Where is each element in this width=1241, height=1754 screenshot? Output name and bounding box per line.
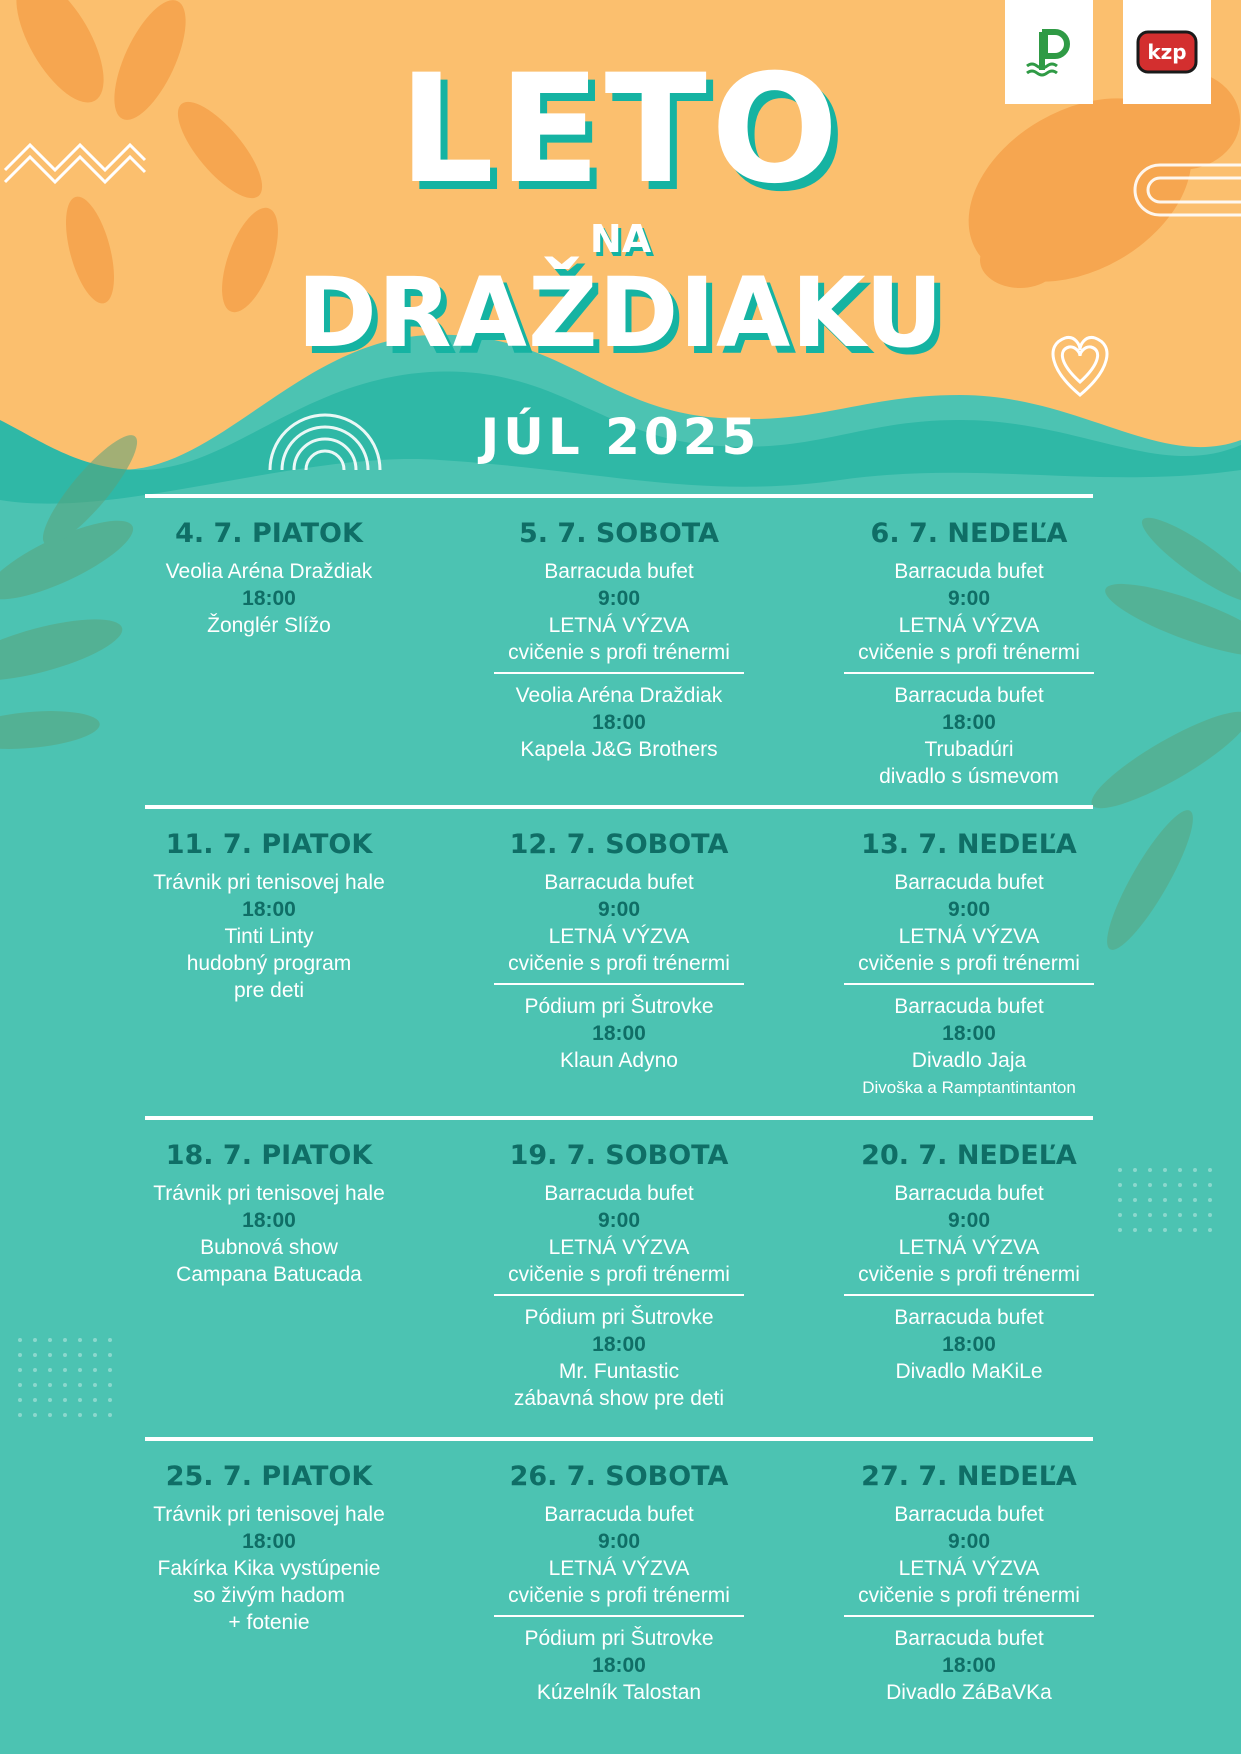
day-column-saturday <box>459 829 779 1074</box>
event-separator <box>844 1615 1094 1617</box>
day-column-friday <box>109 1461 429 1636</box>
day-heading: 19. 7. SOBOTA <box>509 1140 729 1171</box>
event-text: Barracuda bufet <box>544 1503 694 1526</box>
event-time: 18:00 <box>592 1022 646 1045</box>
day-column-sunday <box>809 1140 1129 1385</box>
event-time: 18:00 <box>242 1530 296 1553</box>
event-text: divadlo s úsmevom <box>879 765 1059 788</box>
event-block <box>809 993 1129 1101</box>
event-text: zábavná show pre deti <box>513 1387 725 1410</box>
event-time: 9:00 <box>947 1530 991 1553</box>
event-text: Barracuda bufet <box>894 560 1044 583</box>
event-text: + fotenie <box>228 1611 310 1634</box>
day-heading: 5. 7. SOBOTA <box>518 518 720 549</box>
event-text: Fakírka Kika vystúpenie <box>157 1557 381 1580</box>
event-time: 18:00 <box>942 1022 996 1045</box>
event-text: Barracuda bufet <box>894 684 1044 707</box>
event-time: 18:00 <box>242 1209 296 1232</box>
event-block <box>459 1304 779 1412</box>
event-text: Trávnik pri tenisovej hale <box>153 871 385 894</box>
day-heading: 4. 7. PIATOK <box>175 518 363 549</box>
event-time: 18:00 <box>942 711 996 734</box>
event-text: cvičenie s profi trénermi <box>858 1584 1080 1607</box>
event-separator <box>494 672 744 674</box>
event-separator <box>494 1615 744 1617</box>
day-column-saturday <box>459 518 779 763</box>
week-divider <box>145 494 1093 498</box>
day-column-sunday <box>809 1461 1129 1706</box>
event-time: 9:00 <box>597 1530 641 1553</box>
event-time: 18:00 <box>942 1333 996 1356</box>
day-heading: 27. 7. NEDEĽA <box>861 1461 1077 1492</box>
event-text: LETNÁ VÝZVA <box>898 1557 1040 1580</box>
event-text: Kapela J&G Brothers <box>520 738 718 761</box>
week-divider <box>145 1437 1093 1441</box>
event-text: Barracuda bufet <box>894 871 1044 894</box>
event-block <box>809 558 1129 666</box>
event-block <box>459 869 779 977</box>
event-text: Barracuda bufet <box>894 1182 1044 1205</box>
event-block <box>809 1180 1129 1288</box>
event-text: Tinti Linty <box>224 925 314 948</box>
day-column-friday <box>109 829 429 1004</box>
event-text: Pódium pri Šutrovke <box>524 1627 714 1650</box>
event-text: cvičenie s profi trénermi <box>508 952 730 975</box>
event-text: cvičenie s profi trénermi <box>508 1584 730 1607</box>
month-heading: JÚL 2025 <box>480 408 761 466</box>
event-text: so živým hadom <box>193 1584 345 1607</box>
event-text: Žonglér Slížo <box>207 614 331 637</box>
day-heading: 26. 7. SOBOTA <box>509 1461 729 1492</box>
day-heading: 25. 7. PIATOK <box>165 1461 373 1492</box>
day-heading: 18. 7. PIATOK <box>165 1140 373 1171</box>
event-text: LETNÁ VÝZVA <box>898 925 1040 948</box>
event-separator <box>494 1294 744 1296</box>
event-text: Trávnik pri tenisovej hale <box>153 1503 385 1526</box>
event-text: LETNÁ VÝZVA <box>898 614 1040 637</box>
event-text: Pódium pri Šutrovke <box>524 1306 714 1329</box>
event-text: hudobný program <box>186 952 352 975</box>
event-block <box>459 1625 779 1706</box>
day-column-sunday <box>809 829 1129 1101</box>
event-block <box>459 558 779 666</box>
event-time: 9:00 <box>947 587 991 610</box>
event-text: cvičenie s profi trénermi <box>508 641 730 664</box>
day-column-saturday <box>459 1140 779 1412</box>
event-block <box>809 869 1129 977</box>
event-separator <box>494 983 744 985</box>
event-separator <box>844 672 1094 674</box>
event-text: Veolia Aréna Draždiak <box>165 560 373 583</box>
title-line-3: DRAŽDIAKU <box>297 257 944 369</box>
event-block <box>809 1501 1129 1609</box>
event-text: pre deti <box>233 979 305 1002</box>
event-time: 18:00 <box>942 1654 996 1677</box>
week-divider <box>145 1116 1093 1120</box>
event-text: Divoška a Ramptantintanton <box>862 1078 1076 1097</box>
day-heading: 13. 7. NEDEĽA <box>861 829 1077 860</box>
event-block <box>109 1180 429 1288</box>
event-text: LETNÁ VÝZVA <box>548 614 690 637</box>
event-block <box>109 869 429 1004</box>
event-text: LETNÁ VÝZVA <box>898 1236 1040 1259</box>
event-text: cvičenie s profi trénermi <box>858 952 1080 975</box>
event-time: 18:00 <box>592 1654 646 1677</box>
event-block <box>109 558 429 639</box>
day-column-friday <box>109 518 429 639</box>
event-time: 9:00 <box>597 1209 641 1232</box>
event-text: Barracuda bufet <box>894 1627 1044 1650</box>
event-text: Barracuda bufet <box>544 871 694 894</box>
day-heading: 12. 7. SOBOTA <box>509 829 729 860</box>
kzp-logo-text: kzp <box>1147 40 1187 64</box>
event-text: Divadlo MaKiLe <box>895 1360 1043 1383</box>
event-block <box>109 1501 429 1636</box>
event-text: Divadlo ZáBaVKa <box>886 1681 1052 1704</box>
event-text: LETNÁ VÝZVA <box>548 925 690 948</box>
event-time: 18:00 <box>242 587 296 610</box>
event-block <box>809 682 1129 790</box>
title-line-1: LETO <box>398 43 843 217</box>
event-separator <box>844 1294 1094 1296</box>
event-text: LETNÁ VÝZVA <box>548 1236 690 1259</box>
event-block <box>459 1180 779 1288</box>
event-time: 18:00 <box>242 898 296 921</box>
day-column-saturday <box>459 1461 779 1706</box>
day-heading: 20. 7. NEDEĽA <box>861 1140 1077 1171</box>
event-text: Campana Batucada <box>176 1263 362 1286</box>
event-text: Barracuda bufet <box>544 560 694 583</box>
event-text: Bubnová show <box>200 1236 338 1259</box>
event-text: Mr. Funtastic <box>558 1360 680 1383</box>
event-text: Klaun Adyno <box>560 1049 678 1072</box>
week-divider <box>145 805 1093 809</box>
event-text: Barracuda bufet <box>894 995 1044 1018</box>
day-column-sunday <box>809 518 1129 790</box>
event-text: Pódium pri Šutrovke <box>524 995 714 1018</box>
event-text: Divadlo Jaja <box>911 1049 1027 1072</box>
event-time: 9:00 <box>597 587 641 610</box>
event-block <box>459 1501 779 1609</box>
day-column-friday <box>109 1140 429 1288</box>
event-text: LETNÁ VÝZVA <box>548 1557 690 1580</box>
event-text: Veolia Aréna Draždiak <box>515 684 723 707</box>
event-text: Barracuda bufet <box>544 1182 694 1205</box>
event-time: 9:00 <box>947 898 991 921</box>
event-text: Trubadúri <box>924 738 1014 761</box>
event-text: Barracuda bufet <box>894 1306 1044 1329</box>
event-text: Barracuda bufet <box>894 1503 1044 1526</box>
event-time: 18:00 <box>592 1333 646 1356</box>
event-time: 9:00 <box>947 1209 991 1232</box>
event-text: cvičenie s profi trénermi <box>858 641 1080 664</box>
event-block <box>459 682 779 763</box>
event-text: cvičenie s profi trénermi <box>508 1263 730 1286</box>
event-block <box>459 993 779 1074</box>
event-text: cvičenie s profi trénermi <box>858 1263 1080 1286</box>
day-heading: 11. 7. PIATOK <box>165 829 373 860</box>
event-block <box>809 1625 1129 1706</box>
event-time: 9:00 <box>597 898 641 921</box>
event-block <box>809 1304 1129 1385</box>
event-text: Trávnik pri tenisovej hale <box>153 1182 385 1205</box>
day-heading: 6. 7. NEDEĽA <box>870 518 1068 549</box>
event-time: 18:00 <box>592 711 646 734</box>
title-line-2: NA <box>589 217 652 261</box>
event-text: Kúzelník Talostan <box>536 1681 702 1704</box>
event-separator <box>844 983 1094 985</box>
